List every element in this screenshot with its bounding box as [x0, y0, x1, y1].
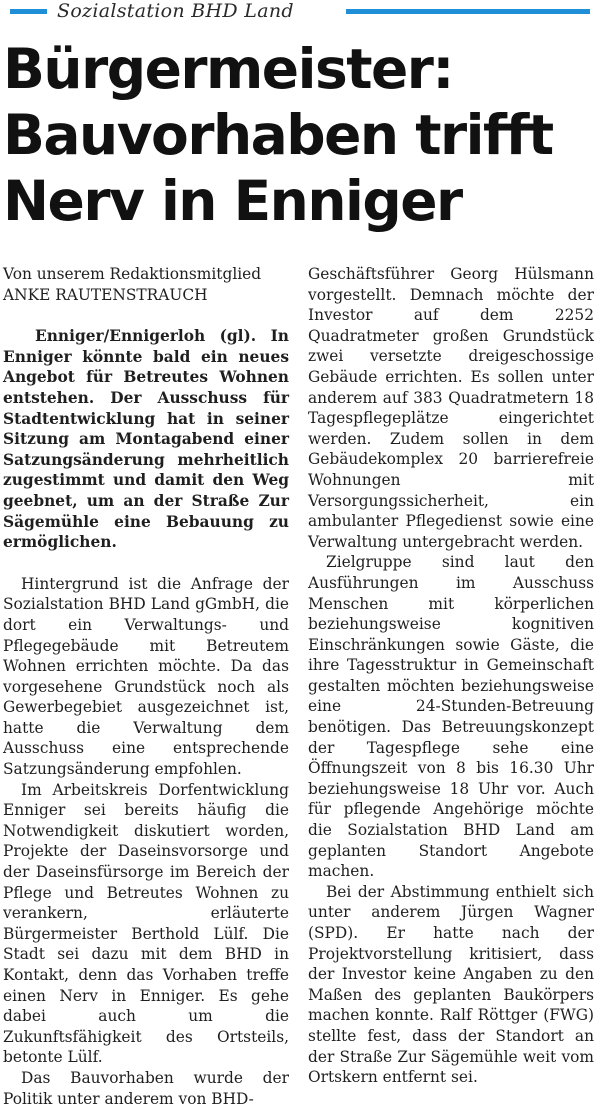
lead-paragraph: Enniger/Ennigerloh (gl). In Enniger könnte bald ein neues Angebot für Betreutes Wohnen entstehen. Der Ausschuss für Stadtentwicklung hat in seiner Sitzung am Montagabend einer Satzungsänderung mehrheitlich zugestimmt und damit den Weg geebnet, um an der Straße Zur Sägemühle eine Bebauung zu ermöglichen. [3, 327, 289, 552]
byline-author: ANKE RAUTENSTRAUCH [3, 285, 208, 304]
article-column-right [308, 264, 594, 1088]
body-paragraph: Zielgruppe sind laut den Ausführungen im Ausschuss Menschen mit körperlichen beziehungsweise kognitiven Einschränkungen sowie Gäste, die ihre Tagesstruktur in Gemeinschaft gestalten möchten beziehungsweise eine 24-Stunden-Betreuung benötigen. Das Betreuungskonzept der Tagespflege sehe eine Öffnungszeit von 8 bis 16.30 Uhr beziehungsweise 18 Uhr vor. Auch für pflegende Angehörige möchte die Sozialstation BHD Land am geplanten Standort Angebote machen. [308, 553, 594, 881]
kicker-rule-left [10, 9, 47, 14]
kicker: Sozialstation BHD Land [57, 0, 294, 22]
article-column-left [3, 264, 289, 1109]
headline-line-1: Bürgermeister: [3, 37, 453, 101]
body-paragraph: Im Arbeitskreis Dorfentwicklung Enniger sei bereits häufig die Notwendigkeit diskutiert worden, Projekte der Daseinsvorsorge und der Daseinsfürsorge im Bereich der Pflege und Betreutes Wohnen zu verankern, erläuterte Bürgermeister Berthold Lülf. Die Stadt sei dazu mit dem BHD in Kontakt, denn das Vorhaben treffe einen Nerv in Enniger. Es gehe dabei auch um die Zukunftsfähigkeit des Ortsteils, betonte Lülf. [3, 780, 289, 1067]
headline [3, 36, 599, 234]
body-paragraph: Bei der Abstimmung enthielt sich unter anderem Jürgen Wagner (SPD). Er hatte nach der Projektvorstellung kritisiert, dass der Investor keine Angaben zu den Maßen des geplanten Baukörpers machen konnte. Ralf Röttger (FWG) stellte fest, dass der Standort an der Straße Zur Sägemühle weit vom Ortskern entfernt sei. [308, 882, 594, 1087]
kicker-rule-right [346, 9, 590, 14]
body-paragraph: Hintergrund ist die Anfrage der Sozialstation BHD Land gGmbH, die dort ein Verwaltungs- und Pflegegebäude mit Betreutem Wohnen errichten möchte. Da das vorgesehene Grundstück noch als Gewerbegebiet ausgezeichnet ist, hatte die Verwaltung dem Ausschuss eine entsprechende Satzungsänderung empfohlen. [3, 574, 289, 779]
headline-line-3: Nerv in Enniger [3, 169, 462, 233]
kicker-row [0, 0, 600, 24]
byline-line-1: Von unserem Redaktionsmitglied [3, 265, 262, 283]
body-paragraph: Geschäftsführer Georg Hülsmann vorgestellt. Demnach möchte der Investor auf dem 2252 Quadratmeter großen Grundstück zwei versetzte dreigeschossige Gebäude errichten. Es sollen unter anderem auf 383 Quadratmetern 18 Tagespflegeplätze eingerichtet werden. Zudem sollen in dem Gebäudekomplex 20 barrierefreie Wohnungen mit Versorgungssicherheit, ein ambulanter Pflegedienst sowie eine Verwaltung untergebracht werden. [308, 265, 594, 551]
headline-line-2: Bauvorhaben trifft [3, 103, 553, 167]
body-paragraph: Das Bauvorhaben wurde der Politik unter anderem von BHD- [3, 1068, 289, 1108]
